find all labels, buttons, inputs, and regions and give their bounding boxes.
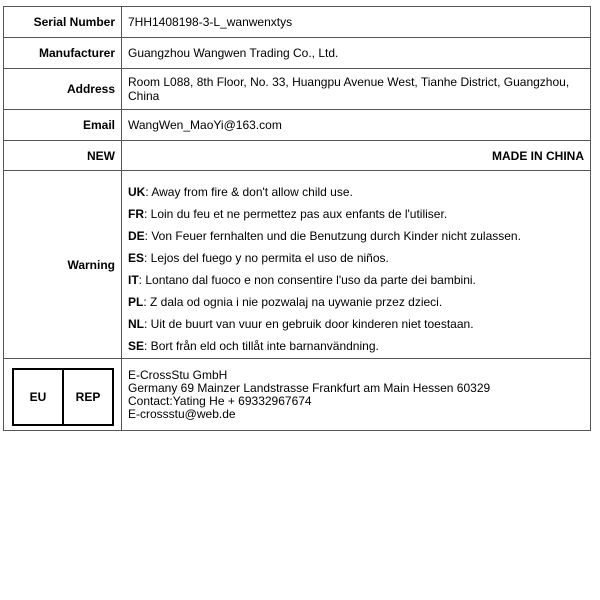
address-row: [4, 69, 591, 110]
warning-line: [128, 181, 584, 203]
email-value: WangWen_MaoYi@163.com: [122, 110, 591, 141]
warning-row: [4, 171, 591, 359]
manufacturer-row: [4, 38, 591, 69]
warning-language-code: ES: [128, 250, 145, 265]
address-value: Room L088, 8th Floor, No. 33, Huangpu Avenue West, Tianhe District, Guangzhou, China: [122, 69, 591, 110]
warning-text: : Loin du feu et ne permettez pas aux enfants de l'utiliser.: [144, 206, 448, 221]
warning-line: [128, 225, 584, 247]
made-in-china-value: MADE IN CHINA: [122, 141, 591, 171]
new-row: [4, 141, 591, 171]
eu-rep-lines: [128, 369, 584, 421]
warning-language-code: IT: [128, 272, 139, 287]
eu-rep-line: Germany 69 Mainzer Landstrasse Frankfurt am Main Hessen 60329: [128, 380, 491, 395]
eu-badge-text: EU: [29, 390, 47, 404]
warning-line: [128, 313, 584, 335]
rep-badge-text: REP: [62, 370, 112, 424]
warning-line: [128, 203, 584, 225]
warning-text: : Lontano dal fuoco e non consentire l'uso da parte dei bambini.: [138, 272, 476, 287]
warning-text: : Bort från eld och tillåt inte barnanvändning.: [144, 338, 379, 353]
manufacturer-label: Manufacturer: [4, 38, 122, 69]
warning-language-code: PL: [128, 294, 144, 309]
warning-text: : Z dala od ognia i nie pozwalaj na uywanie przez dzieci.: [143, 294, 443, 309]
serial-number-label: Serial Number: [4, 7, 122, 38]
serial-number-value: 7HH1408198-3-L_wanwenxtys: [122, 7, 591, 38]
warning-language-code: SE: [128, 338, 145, 353]
warning-language-code: UK: [128, 184, 146, 199]
warning-text: : Uit de buurt van vuur en gebruik door kinderen niet toestaan.: [144, 316, 474, 331]
warning-line: [128, 335, 584, 357]
warning-text: : Away from fire & don't allow child use.: [145, 184, 353, 199]
warning-language-code: NL: [128, 316, 144, 331]
eu-rep-details: [122, 359, 591, 431]
warning-text: : Lejos del fuego y no permita el uso de niños.: [144, 250, 389, 265]
email-label: Email: [4, 110, 122, 141]
eu-rep-badge: [12, 368, 114, 426]
eu-rep-line: Contact:Yating He + 69332967674: [128, 393, 312, 408]
email-row: [4, 110, 591, 141]
warning-language-code: DE: [128, 228, 145, 243]
new-label: NEW: [4, 141, 122, 171]
warning-language-code: FR: [128, 206, 144, 221]
eu-rep-line: E-CrossStu GmbH: [128, 367, 228, 382]
eu-rep-badge-cell: [4, 359, 122, 431]
eu-rep-row: [4, 359, 591, 431]
warning-text: : Von Feuer fernhalten und die Benutzung durch Kinder nicht zulassen.: [144, 228, 521, 243]
warning-line: [128, 291, 584, 313]
warning-line: [128, 269, 584, 291]
serial-number-row: [4, 7, 591, 38]
manufacturer-value: Guangzhou Wangwen Trading Co., Ltd.: [122, 38, 591, 69]
address-label: Address: [4, 69, 122, 110]
warning-cell: [122, 171, 591, 359]
product-label-table: [3, 6, 591, 431]
eu-rep-line: E-crossstu@web.de: [128, 406, 236, 421]
warning-lines: [128, 173, 584, 357]
warning-line: [128, 247, 584, 269]
warning-label: Warning: [4, 171, 122, 359]
